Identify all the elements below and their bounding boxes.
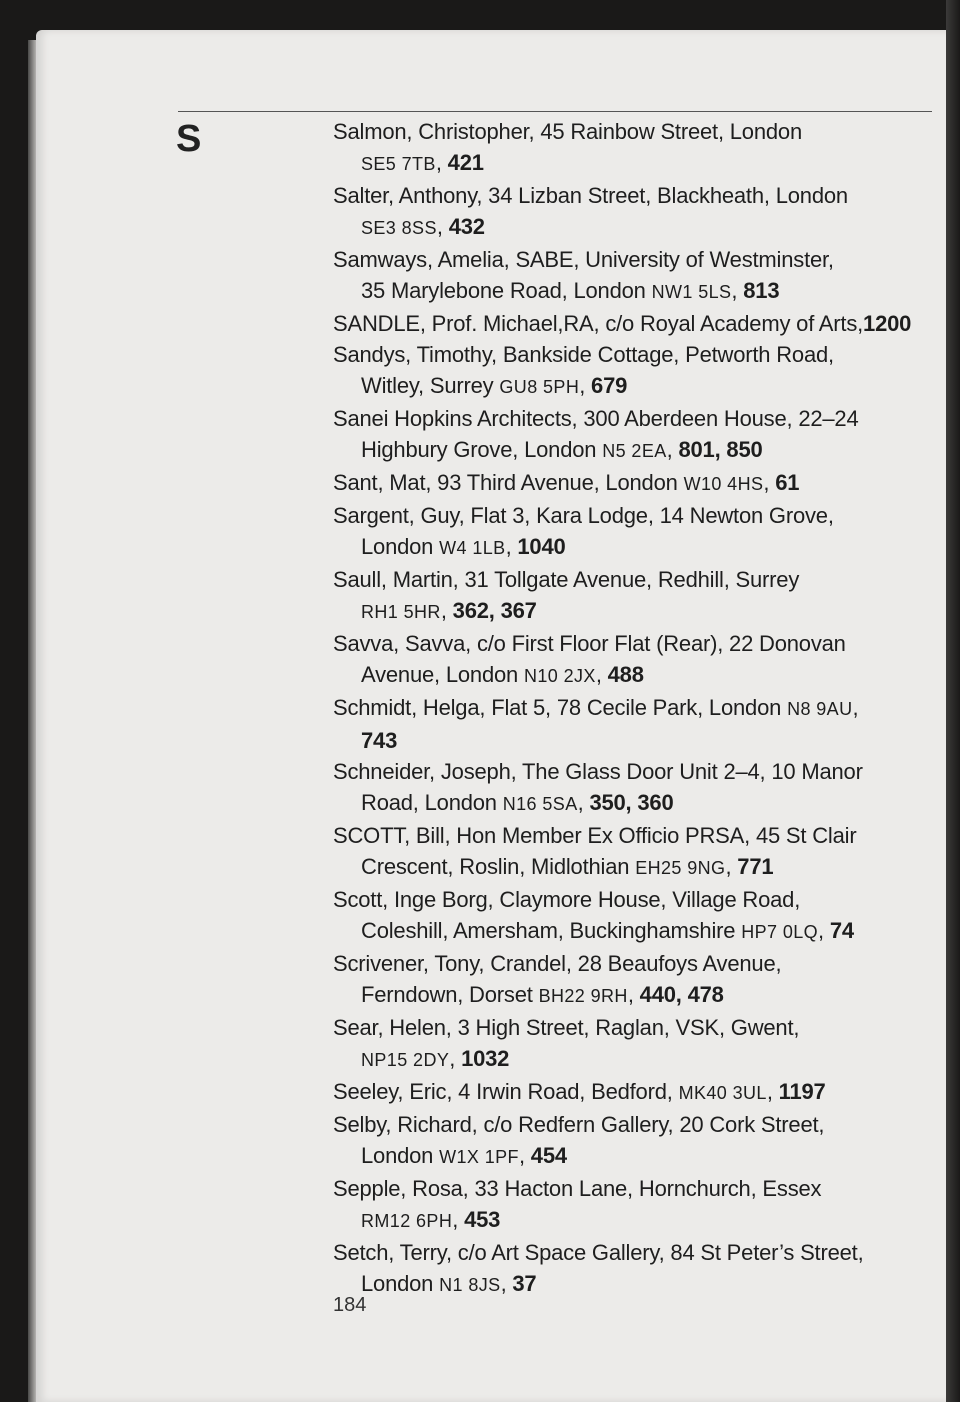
page-number: 184 bbox=[333, 1294, 367, 1316]
entry-continuation-line bbox=[333, 370, 933, 403]
entry-text: , bbox=[452, 1207, 465, 1232]
entry-continuation-line bbox=[333, 851, 933, 884]
entry-text: , bbox=[500, 1271, 513, 1296]
entry-text: Coleshill, Amersham, Buckinghamshire bbox=[361, 918, 742, 943]
entry-line bbox=[333, 244, 933, 275]
entry-text: Salter, Anthony, 34 Lizban Street, Blackheath, London bbox=[333, 183, 848, 208]
entry-continuation-line bbox=[333, 725, 933, 756]
index-entry bbox=[333, 116, 933, 180]
index-entry bbox=[333, 339, 933, 403]
postcode: EH25 9NG bbox=[635, 858, 726, 878]
page-reference: 453 bbox=[464, 1207, 501, 1232]
entry-text: , bbox=[627, 982, 640, 1007]
page-reference: 421 bbox=[447, 150, 484, 175]
postcode: MK40 3UL bbox=[678, 1083, 767, 1103]
entry-continuation-line bbox=[333, 915, 933, 948]
index-entry bbox=[333, 403, 933, 467]
entry-text: SANDLE, Prof. Michael,RA, c/o Royal Academy of Arts, bbox=[333, 311, 864, 336]
index-entry bbox=[333, 244, 933, 308]
postcode: GU8 5PH bbox=[499, 377, 580, 397]
postcode: NW1 5LS bbox=[651, 282, 732, 302]
page-reference: 801, 850 bbox=[678, 437, 763, 462]
postcode: W1X 1PF bbox=[439, 1147, 519, 1167]
index-entry bbox=[333, 756, 933, 820]
entry-continuation-line bbox=[333, 1140, 933, 1173]
postcode: RM12 6PH bbox=[361, 1211, 453, 1231]
page-reference: 1197 bbox=[778, 1079, 826, 1104]
page-reference: 74 bbox=[829, 918, 854, 943]
page-reference: 440, 478 bbox=[639, 982, 724, 1007]
entry-line bbox=[333, 820, 933, 851]
postcode: BH22 9RH bbox=[538, 986, 628, 1006]
page-reference: 37 bbox=[512, 1271, 537, 1296]
entry-continuation-line bbox=[333, 1204, 933, 1237]
entry-line bbox=[333, 1076, 933, 1109]
entry-text: Sepple, Rosa, 33 Hacton Lane, Hornchurch, Essex bbox=[333, 1176, 822, 1201]
index-entry bbox=[333, 500, 933, 564]
entry-continuation-line bbox=[333, 979, 933, 1012]
entry-text: , bbox=[440, 598, 453, 623]
entry-line bbox=[333, 884, 933, 915]
entry-text: Samways, Amelia, SABE, University of Westminster, bbox=[333, 247, 834, 272]
entry-line bbox=[333, 1012, 933, 1043]
index-entry bbox=[333, 564, 933, 628]
postcode: N8 9AU bbox=[787, 699, 853, 719]
scan-right-edge bbox=[946, 0, 960, 1402]
index-entry bbox=[333, 820, 933, 884]
postcode: W10 4HS bbox=[683, 474, 764, 494]
page-reference: 488 bbox=[607, 662, 644, 687]
entry-text: Sargent, Guy, Flat 3, Kara Lodge, 14 Newton Grove, bbox=[333, 503, 834, 528]
entry-continuation-line bbox=[333, 595, 933, 628]
page-reference: 1040 bbox=[517, 534, 566, 559]
entry-text: Salmon, Christopher, 45 Rainbow Street, London bbox=[333, 119, 802, 144]
entry-text: , bbox=[505, 534, 518, 559]
entry-text: , bbox=[731, 278, 744, 303]
entry-text: Scrivener, Tony, Crandel, 28 Beaufoys Avenue, bbox=[333, 951, 782, 976]
postcode: N1 8JS bbox=[439, 1275, 501, 1295]
entry-text: , bbox=[436, 214, 449, 239]
page-reference: 743 bbox=[361, 728, 398, 753]
entry-text: Sanei Hopkins Architects, 300 Aberdeen House, 22–24 bbox=[333, 406, 859, 431]
entry-text: Seeley, Eric, 4 Irwin Road, Bedford, bbox=[333, 1079, 679, 1104]
entry-text: Scott, Inge Borg, Claymore House, Village Road, bbox=[333, 887, 801, 912]
entry-continuation-line bbox=[333, 147, 933, 180]
entry-continuation-line bbox=[333, 275, 933, 308]
entry-text: , bbox=[449, 1046, 462, 1071]
entry-line bbox=[333, 467, 933, 500]
entry-line bbox=[333, 1173, 933, 1204]
postcode: SE5 7TB bbox=[361, 154, 436, 174]
entry-text: Savva, Savva, c/o First Floor Flat (Rear), 22 Donovan bbox=[333, 631, 846, 656]
entry-text: , bbox=[577, 790, 590, 815]
entry-line bbox=[333, 403, 933, 434]
page-reference: 454 bbox=[530, 1143, 567, 1168]
index-entry bbox=[333, 1012, 933, 1076]
postcode: NP15 2DY bbox=[361, 1050, 450, 1070]
index-entry bbox=[333, 308, 933, 339]
index-entry bbox=[333, 1109, 933, 1173]
postcode: N10 2JX bbox=[523, 666, 596, 686]
entry-continuation-line bbox=[333, 1268, 933, 1301]
index-entry bbox=[333, 1237, 933, 1301]
page-reference: 432 bbox=[448, 214, 485, 239]
postcode: RH1 5HR bbox=[361, 602, 441, 622]
page-reference: 362, 367 bbox=[452, 598, 537, 623]
entry-text: , bbox=[435, 150, 448, 175]
index-entry bbox=[333, 1173, 933, 1237]
entry-continuation-line bbox=[333, 211, 933, 244]
entry-text: Setch, Terry, c/o Art Space Gallery, 84 St Peter’s Street, bbox=[333, 1240, 864, 1265]
index-entries bbox=[333, 116, 933, 1301]
entry-text: Avenue, London bbox=[361, 662, 524, 687]
entry-line bbox=[333, 308, 933, 339]
entry-text: , bbox=[666, 437, 679, 462]
entry-line bbox=[333, 1237, 933, 1268]
entry-text: 35 Marylebone Road, London bbox=[361, 278, 652, 303]
page-reference: 679 bbox=[591, 373, 628, 398]
entry-text: Sant, Mat, 93 Third Avenue, London bbox=[333, 470, 684, 495]
entry-text: , bbox=[852, 695, 859, 720]
index-entry bbox=[333, 467, 933, 500]
entry-line bbox=[333, 500, 933, 531]
entry-text: SCOTT, Bill, Hon Member Ex Officio PRSA, 45 St Clair bbox=[333, 823, 857, 848]
entry-line bbox=[333, 756, 933, 787]
page-reference: 1032 bbox=[461, 1046, 510, 1071]
entry-text: , bbox=[725, 854, 738, 879]
entry-text: Witley, Surrey bbox=[361, 373, 500, 398]
entry-line bbox=[333, 180, 933, 211]
entry-text: , bbox=[518, 1143, 531, 1168]
index-entry bbox=[333, 884, 933, 948]
entry-text: Sandys, Timothy, Bankside Cottage, Petworth Road, bbox=[333, 342, 834, 367]
index-entry bbox=[333, 1076, 933, 1109]
index-entry bbox=[333, 948, 933, 1012]
entry-line bbox=[333, 1109, 933, 1140]
page-reference: 813 bbox=[743, 278, 780, 303]
entry-continuation-line bbox=[333, 1043, 933, 1076]
index-entry bbox=[333, 628, 933, 692]
entry-text: , bbox=[766, 1079, 779, 1104]
postcode: HP7 0LQ bbox=[741, 922, 819, 942]
entry-text: London bbox=[361, 1271, 440, 1296]
entry-text: , bbox=[818, 918, 830, 943]
entry-text: Crescent, Roslin, Midlothian bbox=[361, 854, 636, 879]
entry-line bbox=[333, 948, 933, 979]
entry-continuation-line bbox=[333, 787, 933, 820]
entry-text: , bbox=[595, 662, 608, 687]
entry-text: London bbox=[361, 1143, 440, 1168]
page-reference: 61 bbox=[775, 470, 800, 495]
entry-text: Schneider, Joseph, The Glass Door Unit 2–4, 10 Manor bbox=[333, 759, 863, 784]
entry-continuation-line bbox=[333, 659, 933, 692]
entry-continuation-line bbox=[333, 531, 933, 564]
postcode: N5 2EA bbox=[602, 441, 667, 461]
entry-continuation-line bbox=[333, 434, 933, 467]
entry-line bbox=[333, 692, 933, 725]
entry-line bbox=[333, 564, 933, 595]
entry-line bbox=[333, 339, 933, 370]
entry-line bbox=[333, 628, 933, 659]
page-reference: 771 bbox=[737, 854, 774, 879]
postcode: W4 1LB bbox=[439, 538, 506, 558]
entry-text: Road, London bbox=[361, 790, 503, 815]
postcode: SE3 8SS bbox=[361, 218, 437, 238]
header-rule bbox=[178, 111, 932, 112]
entry-text: Ferndown, Dorset bbox=[361, 982, 539, 1007]
entry-line bbox=[333, 116, 933, 147]
entry-text: , bbox=[763, 470, 776, 495]
entry-text: , bbox=[579, 373, 592, 398]
entry-text: Highbury Grove, London bbox=[361, 437, 603, 462]
entry-text: London bbox=[361, 534, 440, 559]
entry-text: Saull, Martin, 31 Tollgate Avenue, Redhill, Surrey bbox=[333, 567, 800, 592]
entry-text: Schmidt, Helga, Flat 5, 78 Cecile Park, London bbox=[333, 695, 788, 720]
page-reference: 350, 360 bbox=[589, 790, 674, 815]
page-reference: 1200 bbox=[863, 311, 912, 336]
postcode: N16 5SA bbox=[502, 794, 578, 814]
entry-text: Selby, Richard, c/o Redfern Gallery, 20 Cork Street, bbox=[333, 1112, 825, 1137]
index-entry bbox=[333, 692, 933, 756]
index-entry bbox=[333, 180, 933, 244]
entry-text: Sear, Helen, 3 High Street, Raglan, VSK, Gwent, bbox=[333, 1015, 800, 1040]
section-letter: S bbox=[176, 118, 202, 160]
